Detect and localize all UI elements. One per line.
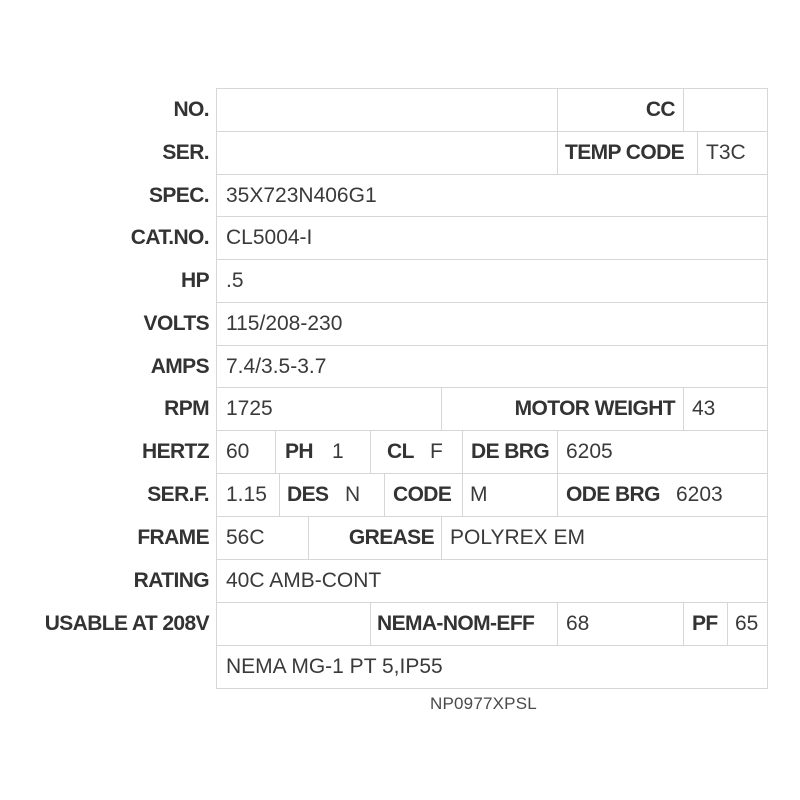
ode-brg-value: 6203 [676,483,723,506]
frame-value: 56C [226,526,265,549]
temp-code-value: T3C [706,141,746,164]
rpm-label: RPM [164,397,209,420]
ph-value: 1 [332,440,344,463]
ser-label: SER. [162,141,209,164]
hp-value: .5 [226,269,244,292]
amps-value: 7.4/3.5-3.7 [226,355,327,378]
nameplate-code: NP0977XPSL [430,694,537,713]
motor-weight-value: 43 [692,397,716,420]
rpm-value: 1725 [226,397,273,420]
cl-label: CL [387,440,414,463]
grid-line [557,602,558,645]
grid-line [370,430,371,473]
grid-line [557,88,558,174]
grid-line [727,602,728,645]
hertz-value: 60 [226,440,250,463]
nema-standard-value: NEMA MG-1 PT 5,IP55 [226,655,443,678]
grid-line [441,387,442,430]
spec-label: SPEC. [148,184,209,207]
volts-value: 115/208-230 [226,312,343,335]
grease-value: POLYREX EM [450,526,585,549]
de-brg-value: 6205 [566,440,613,463]
nema-nom-eff-value: 68 [566,612,590,635]
serf-label: SER.F. [147,483,209,506]
grid-line [216,259,767,260]
ode-brg-label: ODE BRG [566,483,660,506]
hertz-label: HERTZ [142,440,209,463]
grid-line [697,131,698,174]
pf-value: 65 [735,612,759,635]
grid-line [308,516,309,559]
code-value: M [470,483,488,506]
usable-label: USABLE AT 208V [44,612,209,635]
des-label: DES [287,483,329,506]
cl-value: F [430,440,443,463]
code-label: CODE [393,483,452,506]
rating-label: RATING [133,569,209,592]
grid-line [216,88,767,89]
grid-line [462,430,463,473]
grease-label: GREASE [348,526,434,549]
cc-label: CC [645,98,675,121]
rating-value: 40C AMB-CONT [226,569,382,592]
nema-nom-eff-label: NEMA-NOM-EFF [377,612,535,635]
amps-label: AMPS [150,355,209,378]
no-label: NO. [173,98,209,121]
grid-line [441,516,442,559]
grid-line [683,88,684,131]
ph-label: PH [285,440,313,463]
catno-label: CAT.NO. [130,226,209,249]
motor-weight-label: MOTOR WEIGHT [514,397,675,420]
grid-line [216,88,217,689]
catno-value: CL5004-I [226,226,313,249]
grid-line [557,473,558,516]
serf-value: 1.15 [226,483,267,506]
grid-line [279,473,280,516]
frame-label: FRAME [137,526,209,549]
volts-label: VOLTS [143,312,209,335]
temp-code-label: TEMP CODE [565,141,685,164]
des-value: N [345,483,361,506]
spec-value: 35X723N406G1 [226,184,377,207]
grid-line [683,387,684,430]
grid-line [462,473,463,516]
grid-line [384,473,385,516]
grid-line [683,602,684,645]
grid-line [557,430,558,473]
hp-label: HP [181,269,209,292]
grid-line [216,688,767,689]
grid-line [767,88,768,689]
grid-line [216,131,767,132]
grid-line [275,430,276,473]
pf-label: PF [692,612,718,635]
de-brg-label: DE BRG [471,440,550,463]
grid-line [370,602,371,645]
